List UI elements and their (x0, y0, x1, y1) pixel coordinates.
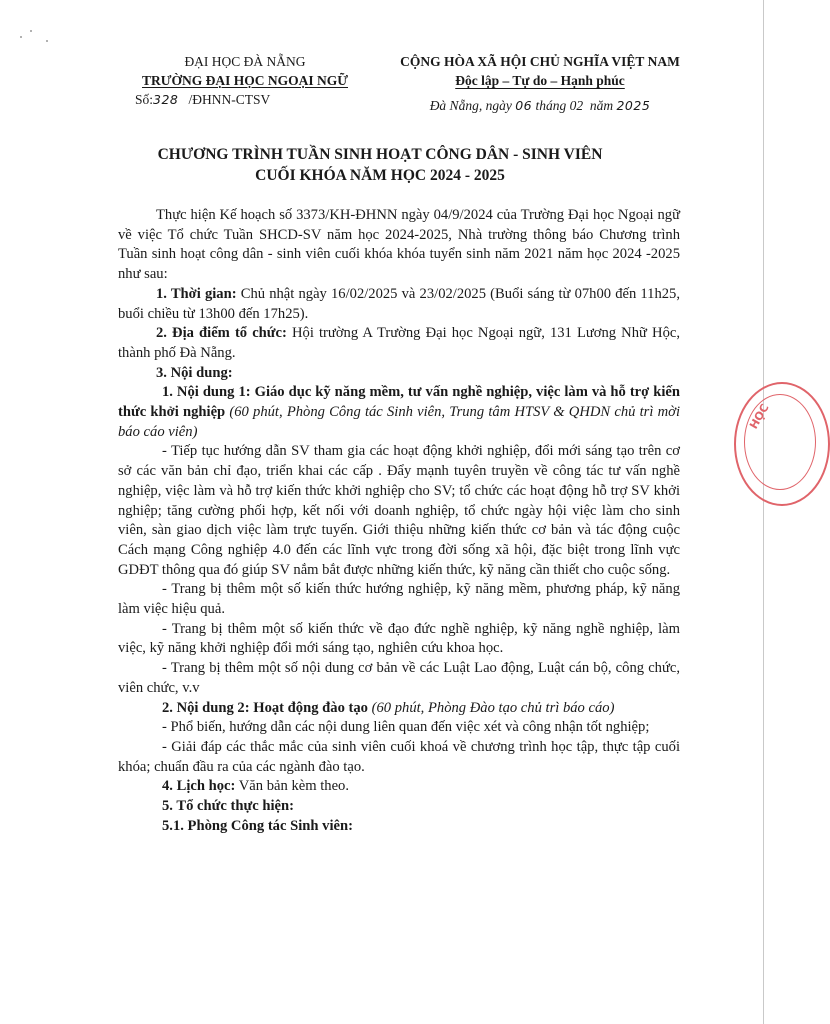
title-line-2: CUỐI KHÓA NĂM HỌC 2024 - 2025 (255, 167, 505, 184)
scan-speck (46, 40, 48, 42)
section-venue-text: Hội trường A Trường Đại học Ngoại ngữ, 131 Lương Nhữ Hộc, thành phố Đà Nẵng. (118, 325, 680, 361)
section-venue (118, 324, 680, 363)
official-stamp (734, 382, 830, 506)
document-title (60, 144, 700, 186)
content-2-bullet-2: - Giải đáp các thắc mắc của sinh viên cuối khoá về chương trình học tập, thực tập cuối khóa; chuẩn đầu ra của các ngành đào tạo. (118, 738, 680, 775)
issuer-header (125, 52, 365, 109)
scan-speck (30, 30, 32, 32)
section-time (118, 285, 680, 324)
content-2-bullet-1: - Phổ biến, hướng dẫn các nội dung liên quan đến việc xét và công nhận tốt nghiệp; (162, 719, 650, 736)
content-2-note: (60 phút, Phòng Đào tạo chủ trì báo cáo) (367, 699, 615, 716)
section-schedule-label: 4. Lịch học: (162, 778, 236, 795)
stamp-inner-ring (744, 394, 816, 490)
section-content-label: 3. Nội dung: (156, 364, 233, 381)
document-body (118, 206, 680, 837)
date-place: Đà Nẵng, ngày (429, 98, 512, 113)
section-schedule (118, 777, 680, 797)
number-suffix: /ĐHNN-CTSV (188, 92, 271, 107)
section-venue-label: 2. Địa điểm tổ chức: (156, 325, 287, 342)
document-number (125, 90, 365, 109)
stamp-text: HỌC (747, 401, 772, 432)
title-line-1: CHƯƠNG TRÌNH TUẦN SINH HOẠT CÔNG DÂN - SINH VIÊN (157, 146, 603, 163)
content-1-bullet-2: - Trang bị thêm một số kiến thức hướng nghiệp, kỹ năng mềm, phương pháp, kỹ năng làm việc hiệu quả. (118, 581, 680, 618)
section-schedule-text: Văn bản kèm theo. (235, 778, 349, 795)
nation-name: CỘNG HÒA XÃ HỘI CHỦ NGHĨA VIỆT NAM (400, 54, 680, 69)
scan-speck (20, 36, 22, 38)
school-name: TRƯỜNG ĐẠI HỌC NGOẠI NGỮ (141, 73, 348, 88)
section-content-heading (118, 364, 680, 384)
section-time-text: Chủ nhật ngày 16/02/2025 và 23/02/2025 (Buổi sáng từ 07h00 đến 11h25, buổi chiều từ 13h00 đến 17h25). (118, 285, 681, 322)
date-year: 2025 (616, 98, 651, 113)
content-1-bullet-1: - Tiếp tục hướng dẫn SV tham gia các hoạt động khởi nghiệp, đổi mới sáng tạo trên cơ sở các văn bản chỉ đạo, triển khai các cấp . Đẩy mạnh tuyên truyền về công tác tư vấn nghề nghiệp, việc làm và hỗ trợ kiến thức khởi nghiệp cho SV; tổ chức các hoạt động hỗ trợ SV khởi nghiệp; tăng cường phối hợp, kết nối với doanh nghiệp, tổ chức ngày hội việc làm cho sinh viên, sàn giao dịch việc làm trực tuyến. Giới thiệu những kiến thức cơ bản và tác động cuộc Cách mạng Công nghiệp 4.0 đến các lĩnh vực trong đời sống xã hội, đặc biệt trong lĩnh vực GDĐT thông qua đó giúp SV nắm bắt được những kiến thức, kỹ năng cần thiết cho cuộc sống. (118, 443, 680, 578)
content-1-bullet-3: - Trang bị thêm một số kiến thức về đạo đức nghề nghiệp, kỹ năng nghề nghiệp, làm việc, kỹ năng khởi nghiệp đổi mới sáng tạo, nghiên cứu khoa học. (118, 620, 680, 657)
content-1-bullet-4: - Trang bị thêm một số nội dung cơ bản về các Luật Lao động, Luật cán bộ, công chức, viên chức, v.v (118, 660, 680, 696)
subsection-student-affairs: 5.1. Phòng Công tác Sinh viên: (162, 817, 353, 834)
national-motto: Độc lập – Tự do – Hạnh phúc (455, 73, 625, 88)
content-2-heading (118, 699, 680, 719)
intro-paragraph: Thực hiện Kế hoạch số 3373/KH-ĐHNN ngày 04/9/2024 của Trường Đại học Ngoại ngữ về việc Tổ chức Tuần SHCD-SV năm học 2024-2025, Nhà trường thông báo Chương trình Tuần sinh hoạt công dân - sinh viên cuối khóa khóa tuyển sinh năm 2021 năm học 2024 -2025 như sau: (118, 207, 680, 283)
page-edge-line (763, 0, 764, 1024)
university-name: ĐẠI HỌC ĐÀ NẴNG (184, 54, 306, 69)
number-handwritten: 328 (153, 92, 179, 107)
number-prefix: Số: (135, 92, 154, 107)
date-month: tháng 02 (535, 98, 584, 113)
content-1-heading (118, 383, 680, 442)
content-2-title: 2. Nội dung 2: Hoạt động đào tạo (162, 699, 368, 716)
national-header (380, 52, 700, 115)
date-day: 06 (515, 98, 533, 113)
content-1-note: (60 phút, Phòng Công tác Sinh viên, Trung tâm HTSV & QHDN chủ trì mời báo cáo viên) (118, 404, 680, 440)
issue-date (380, 96, 700, 115)
content-1-title: 1. Nội dung 1: Giáo dục kỹ năng mềm, tư vấn nghề nghiệp, việc làm và hỗ trợ kiến thức khởi nghiệp (118, 384, 680, 421)
section-implementation: 5. Tổ chức thực hiện: (162, 798, 294, 815)
date-year-label: năm (589, 98, 614, 113)
section-time-label: 1. Thời gian: (156, 285, 237, 302)
